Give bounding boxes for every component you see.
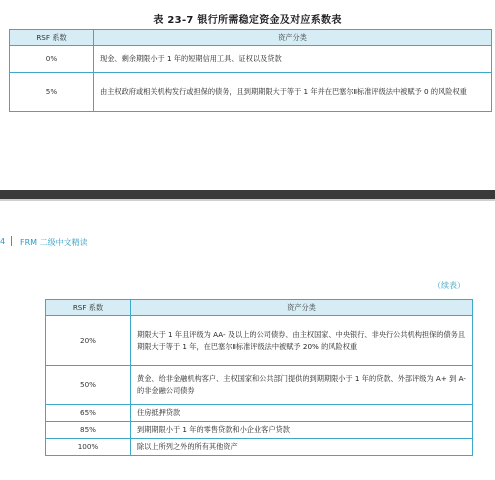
rsf-factor-cell: 20%	[46, 316, 131, 366]
header-rsf-factor: RSF 系数	[10, 30, 94, 46]
asset-class-cell: 由主权政府或相关机构发行或担保的债务，且到期期限大于等于 1 年并在巴塞尔Ⅱ标准评级法中被赋予 0 的风险权重	[94, 73, 492, 112]
rsf-factor-cell: 0%	[10, 46, 94, 73]
rsf-factor-cell: 85%	[46, 422, 131, 439]
stable-funding-table	[9, 29, 492, 112]
table-row	[10, 46, 492, 73]
header-separator	[11, 236, 12, 246]
asset-class-cell: 现金、剩余期限小于 1 年的短期信用工具、证权以及贷款	[94, 46, 492, 73]
table-row	[46, 366, 473, 405]
table-row	[10, 73, 492, 112]
rsf-factor-cell: 100%	[46, 439, 131, 456]
table-row	[46, 422, 473, 439]
rsf-factor-cell: 50%	[46, 366, 131, 405]
asset-class-cell: 期限大于 1 年且评级为 AA- 及以上的公司债券、由主权国家、中央银行、非央行公共机构担保的债务且期限大于等于 1 年，在巴塞尔Ⅱ标准评级法中被赋予 20% 的风险权重	[131, 316, 473, 366]
asset-class-cell: 除以上所列之外的所有其他资产	[131, 439, 473, 456]
table-header-row	[10, 30, 492, 46]
page-divider	[0, 190, 495, 199]
rsf-factor-cell: 65%	[46, 405, 131, 422]
table-row	[46, 405, 473, 422]
page-divider-shadow	[0, 199, 495, 201]
table-title: 表 23-7 银行所需稳定资金及对应系数表	[153, 15, 342, 26]
header-asset-class: 资产分类	[131, 300, 473, 316]
table-row	[46, 316, 473, 366]
asset-class-cell: 黄金、给非金融机构客户、主权国家和公共部门提供的到期期限小于 1 年的贷款、外部评级为 A+ 到 A- 的非金融公司债券	[131, 366, 473, 405]
table-row	[46, 439, 473, 456]
asset-class-cell: 住房抵押贷款	[131, 405, 473, 422]
continued-label: （续表）	[433, 281, 465, 290]
stable-funding-table-continued	[45, 299, 473, 456]
asset-class-cell: 到期期限小于 1 年的零售贷款和小企业客户贷款	[131, 422, 473, 439]
table-header-row	[46, 300, 473, 316]
header-asset-class: 资产分类	[94, 30, 492, 46]
rsf-factor-cell: 5%	[10, 73, 94, 112]
running-head: FRM 二级中文精读	[20, 238, 88, 247]
page-number: 4	[0, 237, 6, 246]
header-rsf-factor: RSF 系数	[46, 300, 131, 316]
